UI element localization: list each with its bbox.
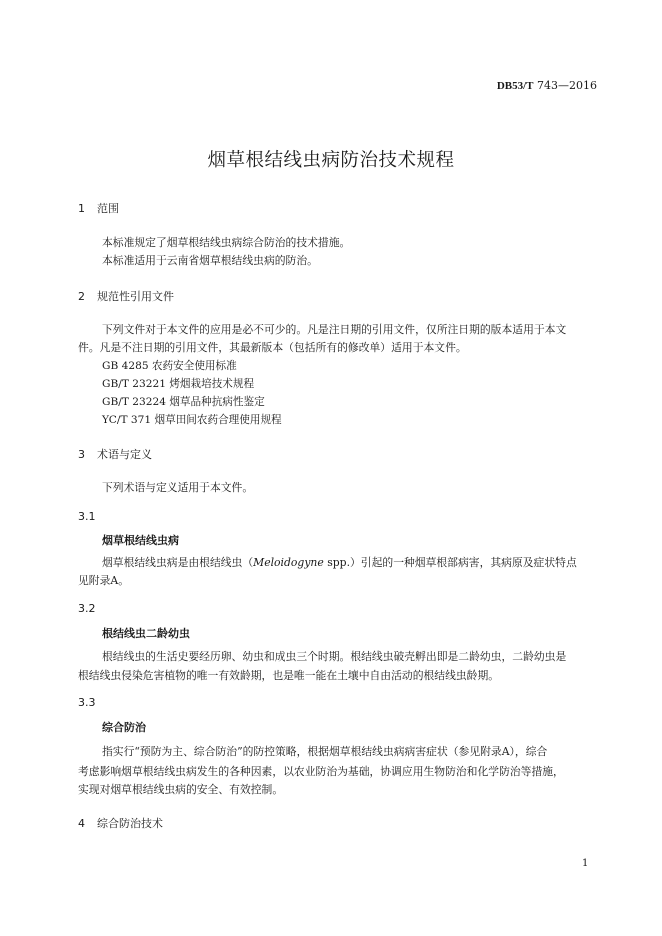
section-title: 术语与定义 bbox=[97, 448, 152, 461]
term-3-3-definition-line-2: 考虑影响烟草根结线虫病发生的各种因素，以农业防治为基础，协调应用生物防治和化学防治等措施， bbox=[78, 765, 564, 778]
section-4-heading bbox=[78, 815, 163, 831]
term-3-3-definition-line-1: 指实行“预防为主、综合防治”的防控策略，根据烟草根结线虫病病害症状（参见附录A），综合 bbox=[102, 745, 548, 758]
text-run: 烟草根结线虫病是由根结线虫（ bbox=[102, 556, 254, 569]
term-3-2: 根结线虫二龄幼虫 bbox=[102, 627, 190, 640]
section-number: 3 bbox=[78, 448, 85, 461]
section-title: 范围 bbox=[97, 202, 119, 215]
section-title: 规范性引用文件 bbox=[97, 290, 174, 303]
standard-code-prefix: DB53/T bbox=[496, 80, 534, 92]
standard-code bbox=[497, 79, 597, 92]
section-number: 4 bbox=[78, 817, 85, 830]
term-3-2-definition-line-1: 根结线虫的生活史要经历卵、幼虫和成虫三个时期。根结线虫破壳孵出即是二龄幼虫，二龄幼虫是 bbox=[102, 650, 567, 663]
subsection-3-2-number: 3.2 bbox=[78, 602, 96, 615]
section-1-para-1: 本标准规定了烟草根结线虫病综合防治的技术措施。 bbox=[102, 236, 351, 249]
section-1-para-2: 本标准适用于云南省烟草根结线虫病的防治。 bbox=[102, 254, 318, 267]
section-2-para-line-1: 下列文件对于本文件的应用是必不可少的。凡是注日期的引用文件，仅所注日期的版本适用于本文 bbox=[102, 323, 567, 336]
species-name: Meloidogyne bbox=[253, 556, 324, 569]
section-2-para-line-2: 件。凡是不注日期的引用文件，其最新版本（包括所有的修改单）适用于本文件。 bbox=[78, 341, 467, 354]
page-number: 1 bbox=[582, 858, 589, 869]
section-2-heading bbox=[78, 288, 174, 304]
term-3-1: 烟草根结线虫病 bbox=[102, 534, 179, 547]
subsection-3-3-number: 3.3 bbox=[78, 696, 96, 709]
reference-item: YC/T 371 烟草田间农药合理使用规程 bbox=[102, 414, 282, 426]
term-3-3: 综合防治 bbox=[102, 721, 146, 734]
reference-item: GB 4285 农药安全使用标准 bbox=[102, 360, 237, 372]
term-3-1-definition-line-2: 见附录A。 bbox=[78, 574, 129, 587]
subsection-3-1-number: 3.1 bbox=[78, 510, 96, 523]
section-3-para: 下列术语与定义适用于本文件。 bbox=[102, 481, 254, 494]
reference-item: GB/T 23224 烟草品种抗病性鉴定 bbox=[102, 396, 265, 408]
term-3-2-definition-line-2: 根结线虫侵染危害植物的唯一有效龄期，也是唯一能在土壤中自由活动的根结线虫龄期。 bbox=[78, 669, 500, 682]
text-run: spp.）引起的一种烟草根部病害，其病原及症状特点 bbox=[323, 556, 577, 569]
reference-item: GB/T 23221 烤烟栽培技术规程 bbox=[102, 378, 255, 390]
section-3-heading bbox=[78, 446, 152, 462]
term-3-3-definition-line-3: 实现对烟草根结线虫病的安全、有效控制。 bbox=[78, 783, 284, 796]
term-3-1-definition-line-1 bbox=[102, 555, 577, 570]
page-title: 烟草根结线虫病防治技术规程 bbox=[207, 150, 455, 171]
section-number: 2 bbox=[78, 290, 85, 303]
section-number: 1 bbox=[78, 202, 85, 215]
standard-code-number: 743—2016 bbox=[537, 79, 597, 92]
section-title: 综合防治技术 bbox=[97, 817, 163, 830]
section-1-heading bbox=[78, 200, 119, 216]
